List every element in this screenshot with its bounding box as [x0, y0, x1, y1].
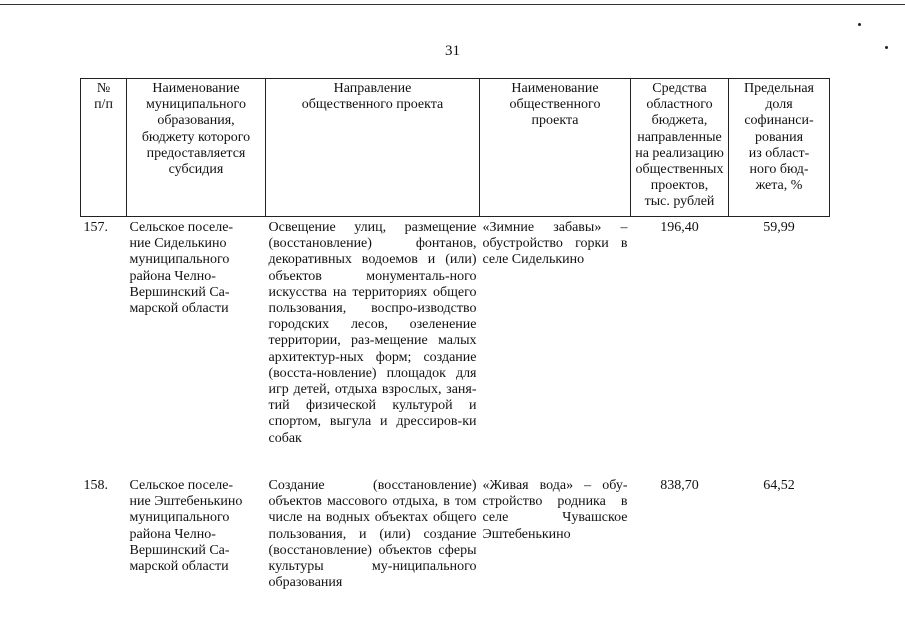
municipality-cell: Сельское поселе- ние Сиделькино муниципального района Челно- Вершинский Са- марской области [129, 220, 234, 317]
municipality-cell: Сельское поселе- ние Эштебенькино муниципального района Челно- Вершинский Са- марской области [129, 478, 243, 575]
table-row [81, 217, 830, 476]
header-cofinancing-share: Предельная доля софинанси- рования из област- ного бюд- жета, % [729, 79, 830, 217]
header-regional-funds: Средства областного бюджета, направленные на реализацию общественных проектов, тыс. рублей [631, 79, 729, 217]
direction-cell: Создание (восстановление) объектов массового отдыха, в том числе на водных объектах общего пользования, и (или) создание (восстановление) объектов сферы культуры му-ниципального образования [268, 478, 477, 591]
table-row [81, 475, 830, 598]
subsidy-table [80, 78, 830, 598]
funds-cell: 838,70 [660, 478, 699, 493]
scan-speck [858, 23, 861, 26]
project-cell: «Живая вода» – обу-стройство родника в селе Чувашское Эштебенькино [482, 478, 628, 542]
share-cell: 64,52 [763, 478, 795, 493]
header-number: № п/п [81, 79, 127, 217]
scan-border-line [0, 4, 905, 5]
funds-cell: 196,40 [660, 220, 699, 235]
header-direction: Направление общественного проекта [266, 79, 480, 217]
row-number: 158. [83, 478, 108, 493]
project-cell: «Зимние забавы» – обустройство горки в селе Сиделькино [482, 220, 628, 268]
header-project-name: Наименование общественного проекта [480, 79, 631, 217]
table-header-row [81, 79, 830, 217]
row-number: 157. [83, 220, 108, 235]
direction-cell: Освещение улиц, размещение (восстановление) фонтанов, декоративных водоемов и (или) объектов монументаль-ного искусства на территориях общего пользования, воспро-изводство городских лесов, озеленение территории, раз-мещение малых архитектур-ных форм; создание (восста-новление) площадок для игр детей, отдыха взрослых, заня-тий физической культурой и спортом, выгула и дрессиров-ки собак [268, 220, 477, 446]
page-number: 31 [445, 43, 460, 59]
header-municipality: Наименование муниципального образования, бюджету которого предоставляется субсидия [127, 79, 266, 217]
share-cell: 59,99 [763, 220, 795, 235]
